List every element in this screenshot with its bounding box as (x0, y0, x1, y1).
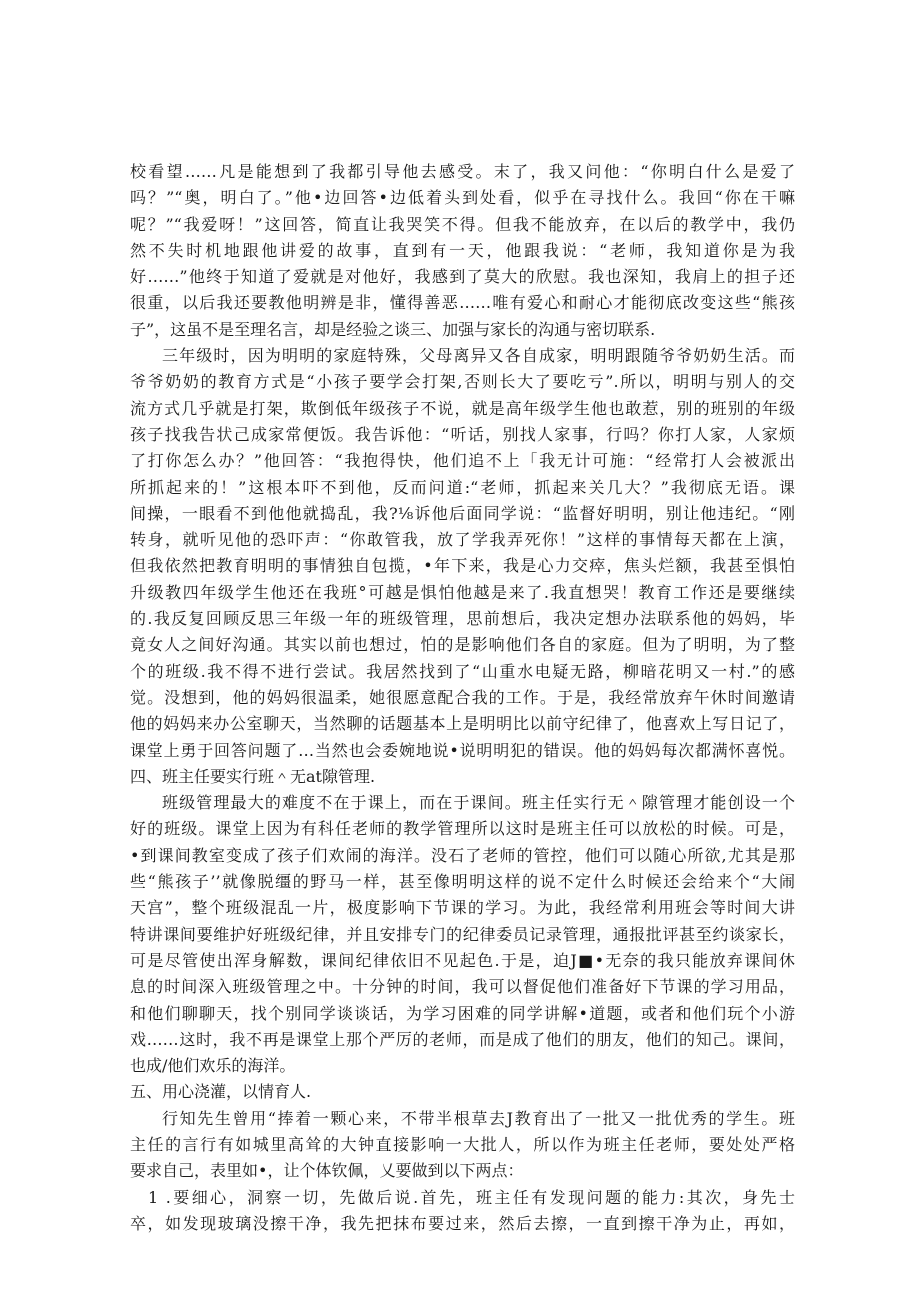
text-line: 间操，一眼看不到他他就捣乱，我?⅛诉他后面同学说：“监督好明明，别让他违纪。“刚 (130, 503, 795, 523)
text-line: 的.我反复回顾反思三年级一年的班级管理，思前想后，我决定想办法联系他的妈妈，毕 (130, 609, 795, 629)
paragraph (130, 790, 795, 1079)
paragraph (130, 159, 795, 343)
text-line: 要求自己，表里如•，让个体钦佩，乂要做到以下两点： (130, 1161, 524, 1181)
text-line: 天宫”，整个班级混乱一片，极度影响下节课的学习。为此，我经常利用班会等时间大讲 (130, 898, 795, 918)
text-line: 升级教四年级学生他还在我班°可越是惧怕他越是来了.我直想哭！教育工作还是要继续 (130, 582, 795, 602)
text-line: 三年级时，因为明明的家庭特殊，父母离异又各自成家，明明跟随爷爷奶奶生活。而 (162, 346, 795, 366)
document-body (130, 159, 795, 1237)
text-line: 转身，就听见他的恐吓声：“你敢管我，放了学我弄死你！”这样的事情每天都在上演， (130, 530, 795, 550)
text-line: 吗？”“奥，明白了。”他•边回答•边低着头到处看，似乎在寻找什么。我回“你在干嘛 (130, 188, 795, 208)
text-line: 好的班级。课堂上因为有科任老师的教学管理所以这时是班主任可以放松的时候。可是， (130, 819, 795, 839)
text-line: 特讲课间要维护好班级纪律，并且安排专门的纪律委员记录管理，通报批评甚至约谈家长， (130, 924, 795, 944)
text-line: 但我依然把教育明明的事情独自包揽，•年下来，我是心力交瘁，焦头烂额，我甚至惧怕 (130, 556, 795, 576)
text-line: 觉。没想到，他的妈妈很温柔，她很愿意配合我的工作。于是，我经常放弃午休时间邀请 (130, 687, 795, 707)
text-line: 然不失时机地跟他讲爱的故事，直到有一天，他跟我说：“老师，我知道你是为我 (130, 240, 795, 260)
list-item (130, 1185, 795, 1238)
text-line: 主任的言行有如城里高耸的大钟直接影响一大批人，所以作为班主任老师，要处处严格 (130, 1134, 795, 1154)
text-line: 班级管理最大的难度不在于课上，而在于课间。班主任实行无＾隙管理才能创设一个 (162, 793, 795, 813)
text-line: 戏……这时，我不再是课堂上那个严厉的老师，而是成了他们的朋友，他们的知己。课间， (130, 1029, 795, 1049)
text-line: 子”，这虽不是至理名言，却是经验之谈三、加强与家长的沟通与密切联系. (130, 319, 656, 339)
text-line: 课堂上勇于回答问题了…当然也会委婉地说•说明明犯的错误。他的妈妈每次都满怀喜悦。 (130, 740, 795, 760)
section-heading: 四、班主任要实行班＾无at隙管理. (130, 766, 376, 786)
text-line: 卒，如发现玻璃没擦干净，我先把抹布要过来，然后去擦，一直到擦干净为止，再如， (130, 1213, 795, 1233)
paragraph (130, 1106, 795, 1185)
text-line: 和他们聊聊天，找个别同学谈谈话，为学习困难的同学讲解•道题，或者和他们玩个小游 (130, 1003, 795, 1023)
text-line: 好……”他终于知道了爱就是对他好，我感到了莫大的欣慰。我也深知，我肩上的担子还 (130, 267, 795, 287)
text-line: 爷爷奶奶的教育方式是“小孩子要学会打架,否则长大了要吃亏”.所以，明明与别人的交 (130, 372, 795, 392)
text-line: 行知先生曾用“捧着一颗心来，不带半根草去J教育出了一批又一批优秀的学生。班 (162, 1108, 795, 1128)
text-line: 所抓起来的！”这根本吓不到他，反而问道:“老师，抓起来关几大？”我彻底无语。课 (130, 477, 795, 497)
text-line: 息的时间深入班级管理之中。十分钟的时间，我可以督促他们准备好下节课的学习用品， (130, 977, 795, 997)
text-line: •到课间教室变成了孩子们欢闹的海洋。没石了老师的管控，他们可以随心所欲,尤其是那 (130, 845, 795, 865)
text-line: 流方式几乎就是打架，欺倒低年级孩子不说，就是高年级学生他也敢惹，别的班别的年级 (130, 398, 795, 418)
text-line: 呢？”“我爱呀！”这回答，简直让我哭笑不得。但我不能放弃，在以后的教学中，我仍 (130, 214, 795, 234)
text-line: 也成/他们欢乐的海洋。 (130, 1056, 296, 1076)
text-line: 1 .要细心，洞察一切，先做后说.首先，班主任有发现问题的能力:其次，身先士 (148, 1187, 795, 1207)
text-line: 了打你怎么办？”他回答：“我抱得快，他们追不上「我无计可施：“经常打人会被派出 (130, 451, 795, 471)
text-line: 可是尽管使出浑身解数，课间纪律依旧不见起色.于是，迫J■•无奈的我只能放弃课间休 (130, 950, 795, 970)
text-line: 很重，以后我还要教他明辨是非，懂得善恶……唯有爱心和耐心才能彻底改变这些“熊孩 (130, 293, 795, 313)
text-line: 个的班级.我不得不进行尝试。我居然找到了“山重水电疑无路，柳暗花明又一村.”的感 (130, 661, 795, 681)
text-line: 他的妈妈来办公室聊天，当然聊的话题基本上是明明比以前守纪律了，他喜欢上写日记了， (130, 714, 795, 734)
text-line: 校看望……凡是能想到了我都引导他去感受。末了，我又问他：“你明白什么是爱了 (130, 162, 795, 181)
text-line: 些“熊孩子’’就像脱缰的野马一样，甚至像明明这样的说不定什么时候还会给来个“大闹 (130, 872, 795, 892)
paragraph (130, 343, 795, 764)
text-line: 孩子找我告状己成家常便饭。我告诉他：“听话，别找人家事，行吗？你打人家，人家烦 (130, 424, 795, 444)
text-line: 竟女人之间好沟通。其实以前也想过，怕的是影响他们各自的家庭。但为了明明，为了整 (130, 635, 795, 655)
section-heading: 五、用心浇灌，以情育人. (130, 1082, 312, 1102)
